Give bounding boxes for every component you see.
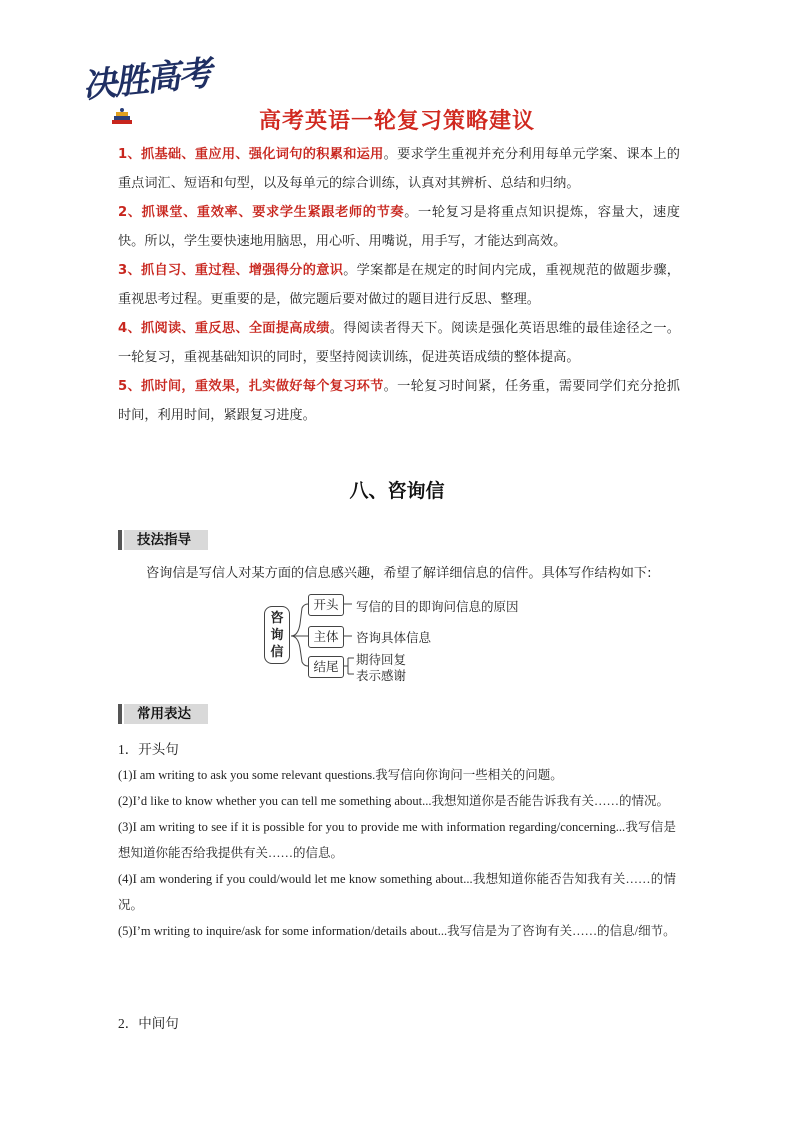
- strategy-item: [118, 372, 680, 430]
- page-title: 高考英语一轮复习策略建议: [258, 109, 535, 134]
- diagram-branch-body: [308, 626, 344, 648]
- expression-list: [118, 762, 676, 944]
- diagram-root-label: 咨询信: [270, 611, 284, 660]
- diagram-root: [264, 606, 290, 664]
- subheading-middle: 2．中间句: [118, 1016, 179, 1031]
- strategy-item: [118, 140, 680, 198]
- expression-item: (1)I am writing to ask you some relevant questions.我写信向你询问一些相关的问题。: [118, 768, 563, 782]
- diagram-branch-label: 结尾: [313, 659, 339, 674]
- logo-text: 决胜高考: [80, 53, 213, 107]
- strategy-highlight: 5、抓时间，重效果，扎实做好每个复习环节: [118, 379, 384, 394]
- section-tag-technique: [118, 530, 208, 550]
- strategy-highlight: 2、抓课堂、重效率、要求学生紧跟老师的节奏: [118, 205, 405, 220]
- intro-text: 咨询信是写信人对某方面的信息感兴趣，希望了解详细信息的信件。具体写作结构如下:: [146, 566, 652, 581]
- strategy-list: [118, 140, 680, 430]
- diagram-branch-label: 开头: [313, 597, 339, 612]
- expression-item: (3)I am writing to see if it is possible for you to provide me with information regarding/concerning...我写信是想知道你能否给我提供有关……的信息。: [118, 820, 676, 860]
- expression-item: (5)I’m writing to inquire/ask for some information/details about...我写信是为了咨询有关……的信息/细节。: [118, 924, 676, 938]
- strategy-item: [118, 198, 680, 256]
- strategy-body: 。得阅读者得天下。阅读是强化英语思维的最佳途径之一。一轮复习，重视基础知识的同时，要坚持阅读训练，促进英语成绩的整体提高。: [118, 321, 680, 365]
- diagram-branch-label: 主体: [313, 629, 339, 644]
- diagram-branch-desc: 写信的目的即询问信息的原因: [356, 599, 519, 614]
- tag-label: 常用表达: [137, 706, 191, 722]
- strategy-body: 。学案都是在规定的时间内完成，重视规范的做题步骤，重视思考过程。更重要的是，做完题后要对做过的题目进行反思、整理。: [118, 263, 680, 307]
- tag-divider: [122, 704, 124, 724]
- section-tag-expressions: [118, 704, 208, 724]
- strategy-body: 。一轮复习是将重点知识提炼，容量大，速度快。所以，学生要快速地用脑思，用心听、用嘴说，用手写，才能达到高效。: [118, 205, 680, 249]
- diagram-branch-opening: [308, 594, 344, 616]
- structure-diagram: [264, 592, 544, 687]
- subheading-opening: 1．开头句: [118, 742, 179, 757]
- diagram-branch-desc: 表示感谢: [356, 668, 407, 683]
- strategy-item: [118, 256, 680, 314]
- diagram-branch-desc: 咨询具体信息: [356, 630, 432, 645]
- strategy-highlight: 3、抓自习、重过程、增强得分的意识: [118, 263, 344, 278]
- strategy-highlight: 4、抓阅读、重反思、全面提高成绩: [118, 321, 330, 336]
- expression-item: (4)I am wondering if you could/would let me know something about...我想知道你能否告知我有关……的情况。: [118, 872, 676, 912]
- section-title: 八、咨询信: [349, 480, 445, 502]
- strategy-highlight: 1、抓基础、重应用、强化词句的积累和运用: [118, 147, 384, 162]
- expression-item: (2)I’d like to know whether you can tell me something about...我想知道你是否能告诉我有关……的情况。: [118, 794, 669, 808]
- strategy-body: 。要求学生重视并充分利用每单元学案、课本上的重点词汇、短语和句型，以及每单元的综合训练，认真对其辨析、总结和归纳。: [118, 147, 680, 191]
- strategy-item: [118, 314, 680, 372]
- diagram-branch-desc: 期待回复: [356, 652, 407, 667]
- tag-label: 技法指导: [137, 532, 191, 548]
- diagram-branch-closing: [308, 656, 344, 678]
- strategy-body: 。一轮复习时间紧，任务重，需要同学们充分抢抓时间，利用时间，紧跟复习进度。: [118, 379, 680, 423]
- tag-divider: [122, 530, 124, 550]
